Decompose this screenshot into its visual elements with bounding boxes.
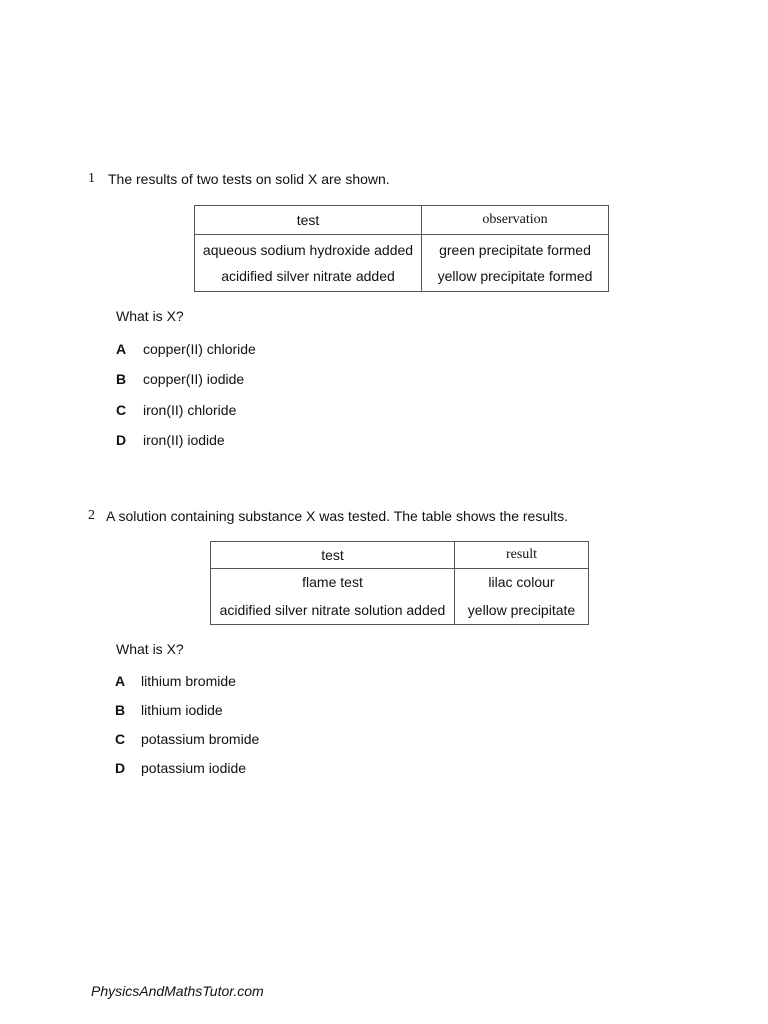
question-2-prompt: What is X? xyxy=(116,641,184,657)
option-text-a: lithium bromide xyxy=(141,673,236,689)
option-text-b: copper(II) iodide xyxy=(143,371,245,387)
table-header-test: test xyxy=(211,542,455,569)
option-text-a: copper(II) chloride xyxy=(143,341,256,357)
table-row xyxy=(211,596,589,625)
question-1-number: 1 xyxy=(88,171,95,186)
table-cell-test: aqueous sodium hydroxide added xyxy=(195,235,422,266)
option-letter-c: C xyxy=(115,731,126,747)
footer-source: PhysicsAndMathsTutor.com xyxy=(91,983,264,999)
option-letter-d: D xyxy=(115,760,126,776)
option-text-c: potassium bromide xyxy=(141,731,260,747)
option-letter-a: A xyxy=(116,341,127,357)
question-1-results-table xyxy=(194,205,609,292)
table-row xyxy=(195,235,609,266)
table-cell-observation: yellow precipitate formed xyxy=(422,266,609,292)
question-1-stem: The results of two tests on solid X are shown. xyxy=(108,171,390,187)
question-1-prompt: What is X? xyxy=(116,308,184,324)
table-cell-test: acidified silver nitrate added xyxy=(195,266,422,292)
table-cell-test: acidified silver nitrate solution added xyxy=(211,596,455,625)
option-letter-d: D xyxy=(116,432,127,448)
table-cell-observation: green precipitate formed xyxy=(422,235,609,266)
question-2-stem: A solution containing substance X was tested. The table shows the results. xyxy=(106,508,569,524)
table-row xyxy=(195,266,609,292)
table-header-test: test xyxy=(195,206,422,235)
table-cell-test: flame test xyxy=(211,569,455,596)
table-cell-result: yellow precipitate xyxy=(455,596,589,625)
option-letter-c: C xyxy=(116,402,127,418)
table-cell-result: lilac colour xyxy=(455,569,589,596)
question-2-results-table xyxy=(210,541,589,625)
option-letter-b: B xyxy=(116,371,127,387)
table-row xyxy=(211,569,589,596)
option-text-d: iron(II) iodide xyxy=(143,432,225,448)
table-header-row xyxy=(195,206,609,235)
table-header-observation: observation xyxy=(422,206,609,235)
option-letter-b: B xyxy=(115,702,126,718)
table-header-row xyxy=(211,542,589,569)
table-header-result: result xyxy=(455,542,589,569)
option-text-d: potassium iodide xyxy=(141,760,247,776)
question-2-number: 2 xyxy=(88,508,95,523)
option-text-b: lithium iodide xyxy=(141,702,223,718)
option-letter-a: A xyxy=(115,673,126,689)
option-text-c: iron(II) chloride xyxy=(143,402,237,418)
